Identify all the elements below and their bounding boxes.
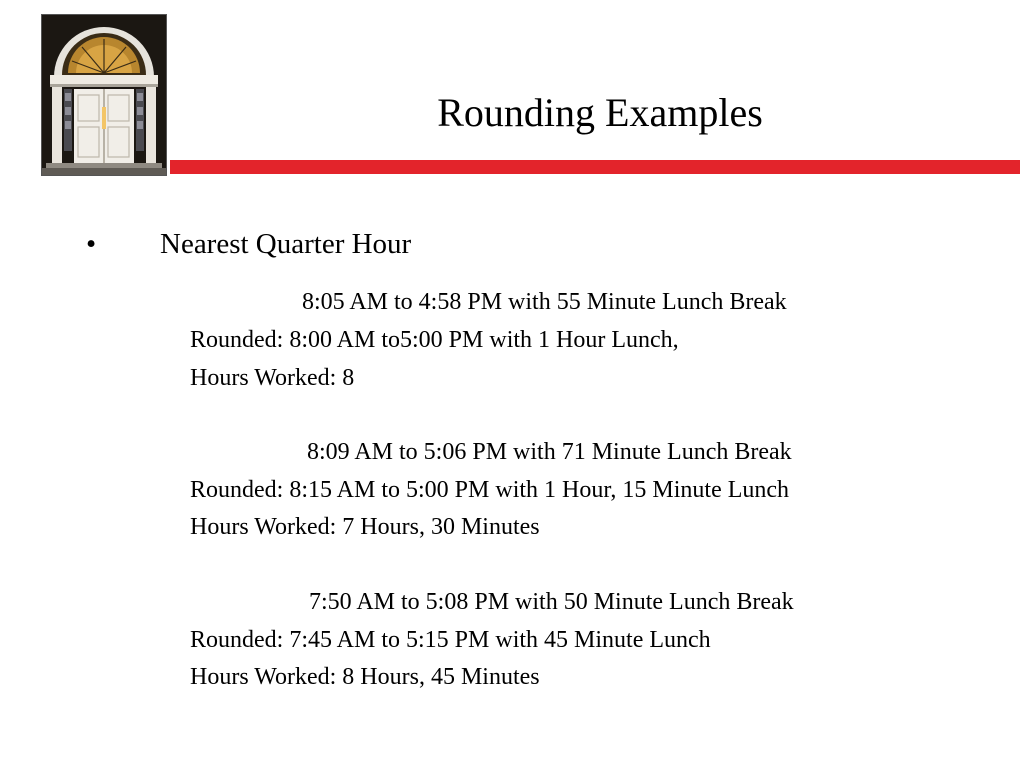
example-3-header: 7:50 AM to 5:08 PM with 50 Minute Lunch Break — [309, 589, 794, 615]
example-2-hours-worked: Hours Worked: 7 Hours, 30 Minutes — [190, 514, 540, 540]
bullet-text: Nearest Quarter Hour — [160, 228, 412, 260]
slide-title: Rounding Examples — [437, 90, 763, 135]
example-3-rounded: Rounded: 7:45 AM to 5:15 PM with 45 Minute Lunch — [190, 627, 711, 653]
example-1-rounded: Rounded: 8:00 AM to5:00 PM with 1 Hour Lunch, — [190, 327, 679, 353]
door-icon — [41, 14, 167, 176]
example-1-hours-worked: Hours Worked: 8 — [190, 365, 355, 391]
example-2-header: 8:09 AM to 5:06 PM with 71 Minute Lunch Break — [307, 439, 792, 465]
example-3-hours-worked: Hours Worked: 8 Hours, 45 Minutes — [190, 664, 540, 690]
example-2-rounded: Rounded: 8:15 AM to 5:00 PM with 1 Hour, 15 Minute Lunch — [190, 477, 790, 503]
example-1-header: 8:05 AM to 4:58 PM with 55 Minute Lunch Break — [302, 289, 787, 315]
title-underline-rule — [170, 160, 1020, 174]
bullet-marker: • — [86, 228, 97, 260]
door-illustration — [42, 15, 166, 175]
